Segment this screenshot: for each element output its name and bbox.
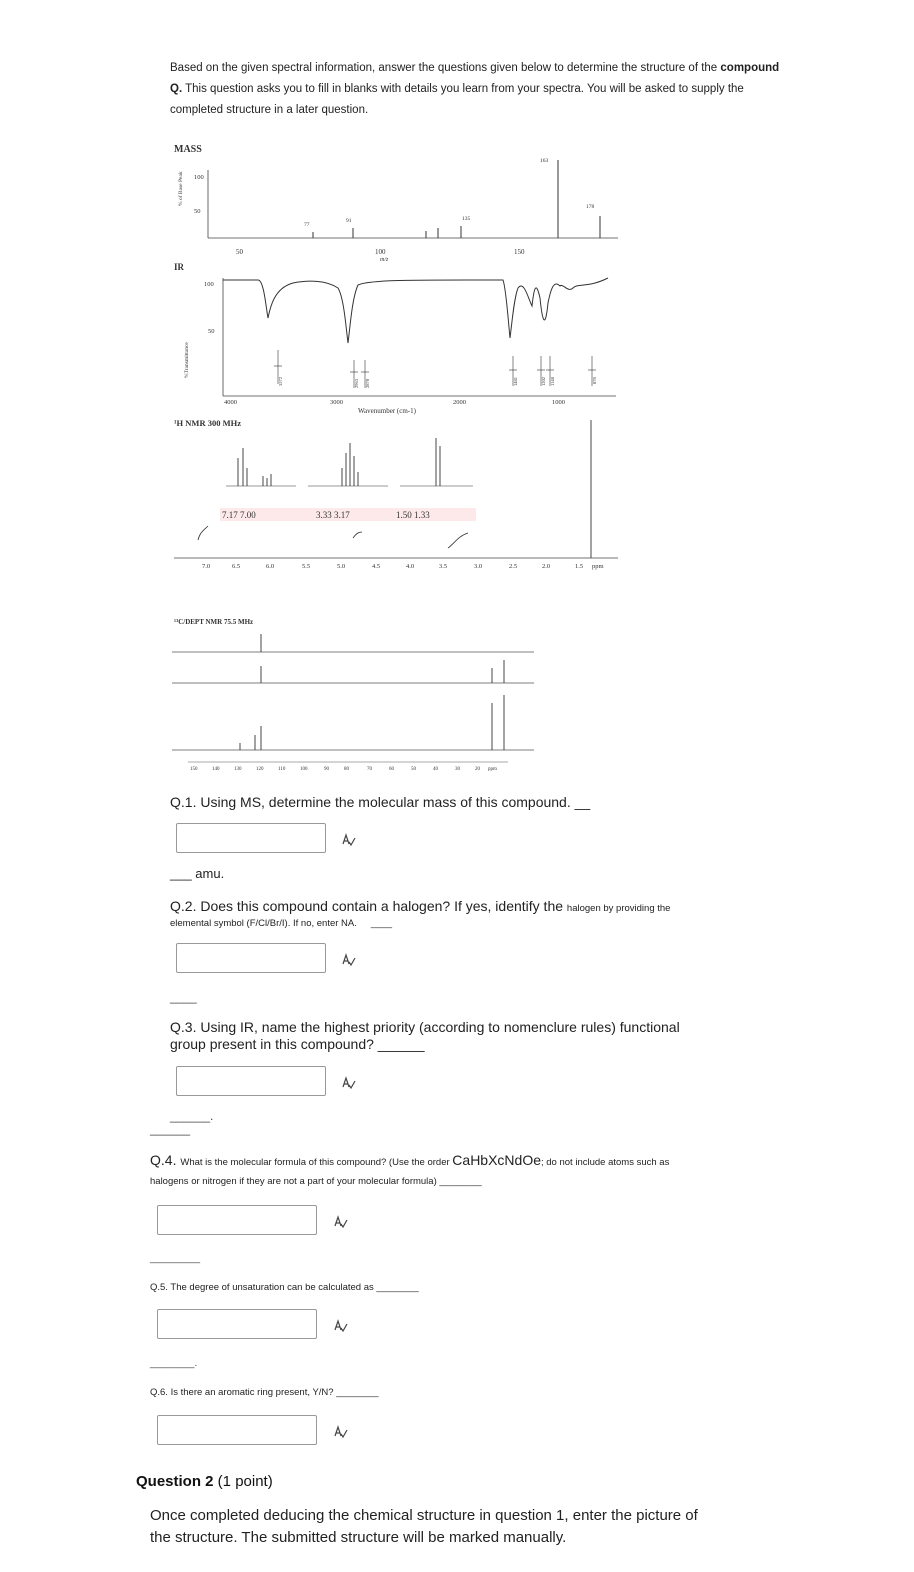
ir-xtick: 3000 [330,399,343,406]
q2-after-text: ____ [170,990,197,1004]
cnmr-label: ¹³C/DEPT NMR 75.5 MHz [174,618,254,626]
ir-xtick: 2000 [453,399,466,406]
hnmr-label: ¹H NMR 300 MHz [174,418,241,428]
hnmr-xtick: 4.5 [372,563,381,570]
q1-unit-text: ___ amu. [170,866,225,881]
q3-answer-input[interactable] [176,1066,326,1096]
ms-xlabel: m/z [380,257,389,263]
cnmr-xtick: 80 [344,767,349,772]
q4-text-line2: halogens or nitrogen if they are not a part of your molecular formula) ________ [150,1176,482,1187]
cnmr-xtick: 140 [212,767,220,772]
cnmr-xtick: 40 [433,767,438,772]
cnmr-xtick: 90 [324,767,329,772]
hnmr-xtick: 4.0 [406,563,415,570]
q3-text: Q.3. Using IR, name the highest priority (according to nomenclure rules) functional [170,1019,680,1035]
q5-answer-input[interactable] [157,1309,317,1339]
hnmr-xtick: 6.0 [266,563,275,570]
ms-ytick: 50 [194,208,201,215]
hnmr-inset-label: 7.17 7.00 [222,510,256,520]
ir-spectrum [174,262,616,415]
hnmr-xtick: 6.5 [232,563,241,570]
ms-peak-label: 163 [540,158,549,164]
ir-peak-label: 1202 [541,377,546,386]
ir-peak-label: 1148 [550,377,555,386]
q2-text-line2: elemental symbol (F/Cl/Br/I). If no, enter NA. ____ [170,918,393,929]
cnmr-xtick: 130 [234,767,242,772]
ms-ytick: 100 [194,174,204,181]
spell-check-icon[interactable] [333,1318,349,1334]
q5-text: Q.5. The degree of unsaturation can be calculated as ________ [150,1282,419,1293]
ms-peak-label: 91 [346,218,352,224]
ir-xtick: 4000 [224,399,237,406]
spell-check-icon[interactable] [341,1075,357,1091]
spell-check-icon[interactable] [341,832,357,848]
spell-check-icon[interactable] [333,1214,349,1230]
ms-peak-label: 77 [304,222,310,228]
hnmr-xtick: 5.0 [337,563,346,570]
q1-answer-input[interactable] [176,823,326,853]
hnmr-xtick: 3.0 [474,563,483,570]
ir-peak-label: 3572 [278,377,283,386]
ir-ytick: 50 [208,328,215,335]
cnmr-xtick: 100 [300,767,308,772]
hnmr-xtick: 2.5 [509,563,518,570]
hnmr-unit: ppm [592,563,604,570]
ir-xlabel: Wavenumber (cm-1) [358,407,416,415]
ir-label: IR [174,262,185,272]
cnmr-xtick: 110 [278,767,286,772]
ms-label: MASS [174,144,202,155]
cnmr-xtick: 30 [455,767,460,772]
cnmr-xtick: 50 [411,767,416,772]
cnmr-spectrum [172,618,534,772]
question-2-heading: Question 2 (1 point) [136,1473,273,1490]
cnmr-xtick: 20 [475,767,480,772]
cnmr-xtick: 70 [367,767,372,772]
q4-after-text: _________ [150,1253,201,1264]
ms-peak-label: 135 [462,216,471,222]
hnmr-inset-label: 3.33 3.17 [316,510,350,520]
q4-text: Q.4. What is the molecular formula of this compound? (Use the order CaHbXcNdOe; do not include atoms such as [150,1152,670,1168]
cnmr-xtick: 120 [256,767,264,772]
q2-text: Q.2. Does this compound contain a halogen? If yes, identify the halogen by providing the [170,898,671,914]
spell-check-icon[interactable] [333,1424,349,1440]
spectra-figure [168,138,623,778]
cnmr-unit: ppm [488,767,497,772]
ir-peak-label: 2870 [365,379,370,388]
ir-ytick: 100 [204,281,214,288]
ms-xtick: 100 [375,248,386,256]
hnmr-xtick: 3.5 [439,563,448,570]
q2-answer-input[interactable] [176,943,326,973]
mass-spectrum [174,144,618,263]
hnmr-xtick: 1.5 [575,563,584,570]
hnmr-spectrum [174,418,618,570]
ms-xtick: 50 [236,248,243,256]
q4-answer-input[interactable] [157,1205,317,1235]
ms-ylabel: % of Base Peak [178,171,184,206]
spell-check-icon[interactable] [341,952,357,968]
intro-paragraph: Based on the given spectral information, answer the questions given below to determine the structure of the compound Q. This question asks you to fill in blanks with details you learn from your spectra. You will be asked to supply the completed structure in a later question. [170,62,780,116]
q3-after-text: ______. [170,1109,214,1123]
question-2-body: Once completed deducing the chemical structure in question 1, enter the picture of the structure. The submitted structure will be marked manually. [150,1507,698,1546]
ir-xtick: 1000 [552,399,565,406]
hnmr-xtick: 5.5 [302,563,311,570]
q6-answer-input[interactable] [157,1415,317,1445]
cnmr-xtick: 150 [190,767,198,772]
ir-peak-label: 2963 [354,379,359,388]
ir-peak-label: 878 [592,377,597,384]
q1-text: Q.1. Using MS, determine the molecular mass of this compound. __ [170,794,591,810]
hnmr-xtick: 7.0 [202,563,211,570]
cnmr-xtick: 60 [389,767,394,772]
q3-after-text-2: ______ [150,1122,191,1136]
q3-text-line2: group present in this compound? ______ [170,1036,425,1052]
hnmr-xtick: 2.0 [542,563,551,570]
ir-peak-label: 1481 [513,377,518,386]
q6-text: Q.6. Is there an aromatic ring present, Y/N? ________ [150,1387,379,1398]
ms-xtick: 150 [514,248,525,256]
q5-after-text: ________. [150,1358,198,1369]
ms-peak-label: 178 [586,204,595,210]
hnmr-inset-label: 1.50 1.33 [396,510,430,520]
ir-ylabel: %Transmittance [184,342,190,378]
